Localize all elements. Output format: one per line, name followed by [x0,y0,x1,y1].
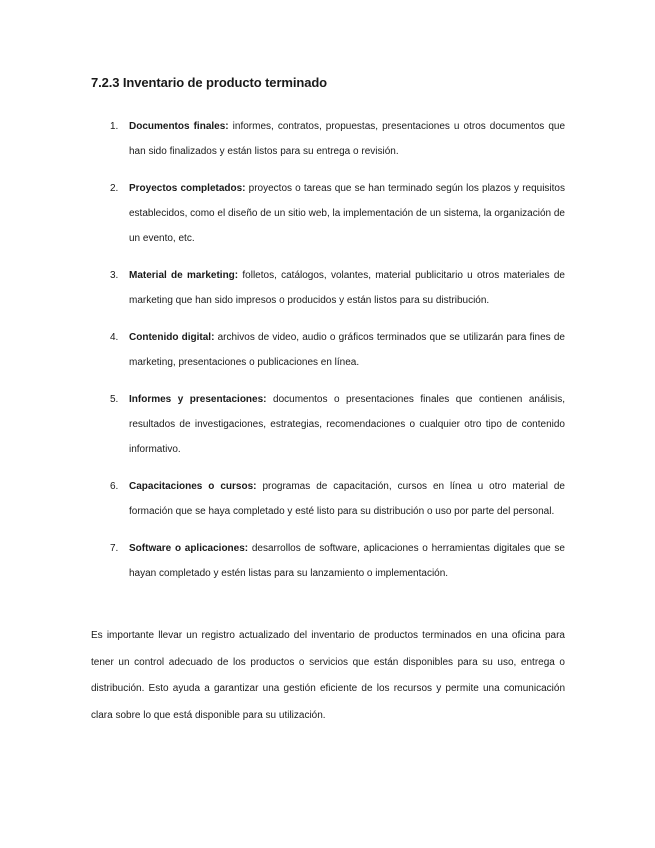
list-item [91,474,565,524]
list-item-number: 7. [110,543,119,554]
list-item-text: archivos de video, audio o gráficos terminados que se utilizarán para fines de marketing, presentaciones o publicaciones en línea. [129,332,565,368]
finished-products-list [91,114,565,598]
list-item-number: 4. [110,332,119,343]
list-item-title: Contenido digital: [129,332,215,343]
list-item-text: proyectos o tareas que se han terminado según los plazos y requisitos establecidos, como el diseño de un sitio web, la implementación de un sistema, la organización de un evento, etc. [129,183,565,244]
list-item-number: 5. [110,394,119,405]
list-item-title: Informes y presentaciones: [129,394,267,405]
list-item-title: Documentos finales: [129,121,229,132]
list-item-text: documentos o presentaciones finales que contienen análisis, resultados de investigaciones, estrategias, recomendaciones o cualquier otro tipo de contenido informativo. [129,394,565,455]
list-item-title: Capacitaciones o cursos: [129,481,257,492]
list-item-number: 2. [110,183,119,194]
list-item [91,536,565,586]
list-item [91,263,565,313]
section-heading: 7.2.3 Inventario de producto terminado [91,75,328,90]
list-item-text: programas de capacitación, cursos en línea u otro material de formación que se haya completado y esté listo para su distribución o uso por parte del personal. [129,481,565,517]
list-item-number: 1. [110,121,119,132]
list-item-number: 6. [110,481,119,492]
list-item-title: Material de marketing: [129,270,239,281]
list-item [91,387,565,462]
closing-paragraph: Es importante llevar un registro actualizado del inventario de productos terminados en una oficina para tener un control adecuado de los productos o servicios que están disponibles para su uso, entrega o distribución. Esto ayuda a garantizar una gestión eficiente de los recursos y permite una comunicación clara sobre lo que está disponible para su utilización. [91,630,565,721]
list-item-text: folletos, catálogos, volantes, material publicitario u otros materiales de marketing que han sido impresos o producidos y están listos para su distribución. [129,270,565,306]
list-item [91,114,565,164]
list-item-title: Proyectos completados: [129,183,246,194]
list-item-number: 3. [110,270,119,281]
list-item [91,176,565,251]
list-item [91,325,565,375]
list-item-title: Software o aplicaciones: [129,543,249,554]
list-item-text: informes, contratos, propuestas, presentaciones u otros documentos que han sido finalizados y están listos para su entrega o revisión. [129,121,566,157]
list-item-text: desarrollos de software, aplicaciones o herramientas digitales que se hayan completado y estén listas para su lanzamiento o implementación. [129,543,565,579]
